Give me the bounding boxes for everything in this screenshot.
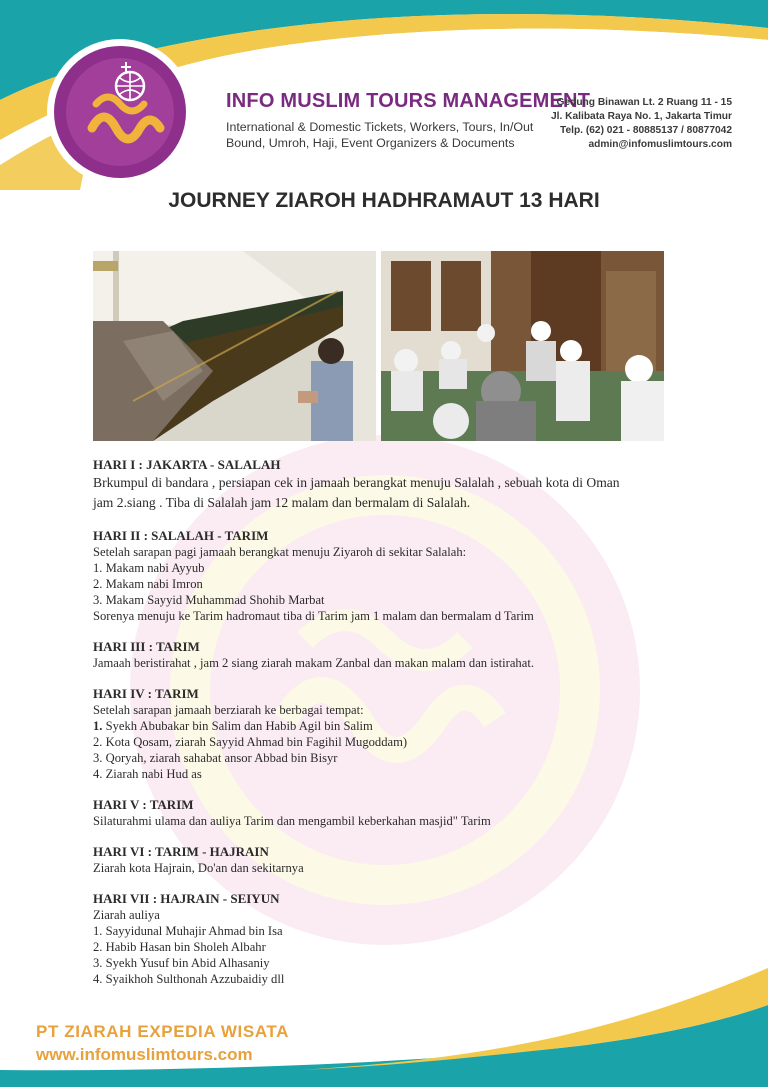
footer-website-link[interactable]: www.infomuslimtours.com [36, 1045, 253, 1064]
day-title: HARI II : SALALAH - TARIM [93, 528, 269, 543]
address-line-2: Jl. Kalibata Raya No. 1, Jakarta Timur [550, 111, 732, 122]
day-text: Brkumpul di bandara , persiapan cek in jamaah berangkat menuju Salalah , sebuah kota di Oman [93, 475, 620, 490]
list-item: 2. Habib Hasan bin Sholeh Albahr [93, 940, 266, 954]
list-number: 1. [93, 719, 103, 733]
list-item: 3. Qoryah, ziarah sahabat ansor Abbad bin Bisyr [93, 751, 338, 765]
list-item: 4. Syaikhoh Sulthonah Azzubaidiy dll [93, 972, 285, 986]
day-text: Ziarah auliya [93, 908, 160, 922]
day-text: Setelah sarapan jamaah berziarah ke berbagai tempat: [93, 703, 364, 717]
day-text: Sorenya menuju ke Tarim hadromaut tiba di Tarim jam 1 malam dan bermalam d Tarim [93, 609, 534, 623]
list-item: 3. Makam Sayyid Muhammad Shohib Marbat [93, 593, 325, 607]
list-item: 2. Makam nabi Imron [93, 577, 203, 591]
document-title: JOURNEY ZIAROH HADHRAMAUT 13 HARI [168, 189, 600, 212]
day-text: Setelah sarapan pagi jamaah berangkat menuju Ziyaroh di sekitar Salalah: [93, 545, 467, 559]
list-item: 1. Sayyidunal Muhajir Ahmad bin Isa [93, 924, 283, 938]
day-text: Silaturahmi ulama dan auliya Tarim dan mengambil keberkahan masjid" Tarim [93, 814, 491, 828]
day-text: Jamaah beristirahat , jam 2 siang ziarah makam Zanbal dan makan malam dan istirahat. [93, 656, 534, 670]
list-item: 1. Makam nabi Ayyub [93, 561, 205, 575]
day-title: HARI III : TARIM [93, 639, 200, 654]
company-tagline-1: International & Domestic Tickets, Workers, Tours, In/Out [226, 120, 534, 134]
list-item: 2. Kota Qosam, ziarah Sayyid Ahmad bin Fagihil Mugoddam) [93, 735, 408, 749]
day-title: HARI VI : TARIM - HAJRAIN [93, 844, 269, 859]
company-name: INFO MUSLIM TOURS MANAGEMENT [226, 90, 591, 112]
footer-company-name: PT ZIARAH EXPEDIA WISATA [36, 1022, 290, 1041]
list-item-text: Syekh Abubakar bin Salim dan Habib Agil bin Salim [105, 719, 373, 733]
day-title: HARI V : TARIM [93, 797, 194, 812]
list-item: 4. Ziarah nabi Hud as [93, 767, 202, 781]
phone-number: Telp. (62) 021 - 80885137 / 80877042 [560, 125, 732, 136]
company-tagline-2: Bound, Umroh, Haji, Event Organizers & Documents [226, 136, 515, 150]
email-address: admin@infomuslimtours.com [588, 139, 732, 150]
address-line-1: Gedung Binawan Lt. 2 Ruang 11 - 15 [556, 97, 732, 108]
day-title: HARI I : JAKARTA - SALALAH [93, 457, 281, 472]
day-title: HARI VII : HAJRAIN - SEIYUN [93, 891, 280, 906]
day-text: Ziarah kota Hajrain, Do'an dan sekitarnya [93, 861, 304, 875]
list-item: 3. Syekh Yusuf bin Abid Alhasaniy [93, 956, 270, 970]
day-text: jam 2.siang . Tiba di Salalah jam 12 malam dan bermalam di Salalah. [93, 495, 471, 510]
day-title: HARI IV : TARIM [93, 686, 199, 701]
